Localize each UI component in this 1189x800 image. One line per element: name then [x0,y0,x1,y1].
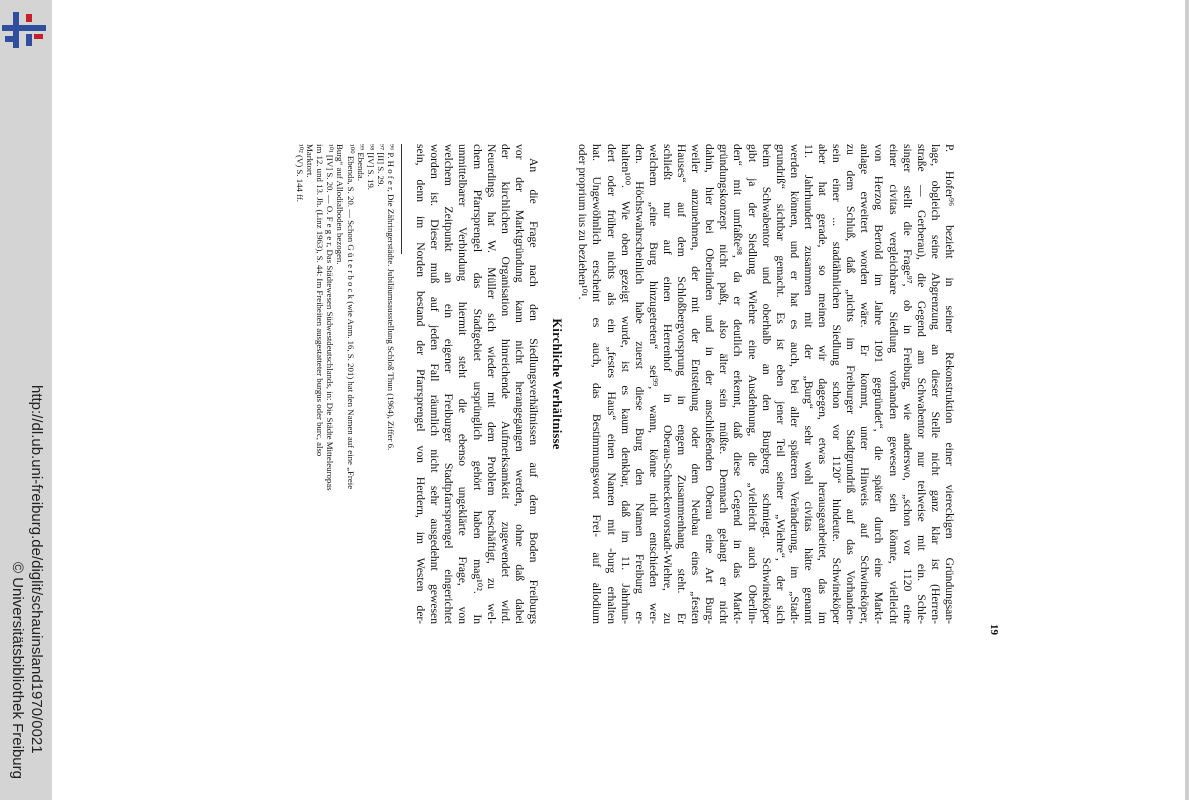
scrollbar-track[interactable] [1185,0,1189,800]
text-line: gründungskonzept nicht paßt, also älter sein müßte. Demnach gelangt er nicht [717,144,731,624]
text-line: vor der Marktgründung kann nicht herangegangen werden, ohne daß dabei [512,144,526,624]
text-line: Neuerdings hat W. Müller sich wieder mit dem Problem beschäftigt, zu wel- [484,144,498,624]
text-line: gibt ja der Siedlung Wiehre eine Ausdehnung, die „vielleicht auch Oberlin- [745,144,759,624]
text-line: schließt nur auf einen Herrenhof in Oberau-Schneckenvorstadt-Wiehre, zu [661,144,674,624]
page-number: 19 [988,624,1000,635]
footnote-line: ¹⁰⁰ Ebenda, S. 20. — Schon G ü t e r b o c k (wie Anm. 16, S. 201) hat den Namen auf eine „Freie [345,144,356,490]
footnote-line: ⁹⁷ [II] S. 29. [375,144,386,187]
text-line: dahin, hier bei Oberlinden und in der anschließenden Oberau eine Art Burg- [703,144,717,624]
text-line: worden ist. Dieser muß auf jeden Fall räumlich nicht sehr ausgedehnt gewesen [428,144,442,624]
text-line: sein einer ... stadtähnlichen Siedlung schon vor 1120“ hindeute. Schwineköper [830,144,844,624]
text-line: weiler anzunehmen, der mit der Entstehung oder dem Neubau eines „festen [689,144,703,624]
text-line: singer stellt die Frage⁹⁷, ob in Freiburg, wie anderswo, „schon vor 1120 eine [900,144,914,624]
sidebar [0,0,52,800]
text-line: aber hat gerade, so meinen wir dagegen, etwas herausgearbeitet, das im [816,144,830,624]
text-line: Hauses“ auf dem Schloßbergvorsprung in engem Zusammenhang steht. Er [675,144,689,624]
footnote-line: Marktort. [305,144,316,178]
footnote-line: Burg“ auf Allodialboden bezogen. [335,144,346,265]
text-line: 11. Jahrhundert zusammen mit der „Burg“ sehr wohl civitas hätte genannt [802,144,815,624]
text-line: von Herzog Bertold im Jahre 1091 gegründet“, die später durch eine Markt- [872,144,886,624]
text-line: halten¹⁰⁰. Wie oben gezeigt wurde, ist es kaum denkbar, daß im 11. Jahrhun- [618,144,632,624]
text-line: welchem „eine Burg hinzugetreten“ sei⁹⁹, wann, könne nicht entschieden wer- [646,144,660,624]
footnote-line: im 12. und 13. Jh. (Linz 1963), S. 44: Im Freiheiten ausgestatteter burgus oder burc, also [315,144,326,457]
footnote-line: ⁹⁸ [IV] S. 19. [365,144,376,190]
section-heading: Kirchliche Verhältnisse [550,318,564,450]
text-line: chem Pfarrsprengel das Stadtgebiet ursprünglich gehört haben mag¹⁰². In [470,144,484,624]
text-line: hat. Ungewöhnlich erscheint es auch, das Bestimmungswort Frei- auf allodium [590,144,604,624]
footnote-divider [401,144,402,254]
footnote-line: ¹⁰¹ [IV] S. 20. — O. F e g e r, Das Städtewesen Südwestdeutschlands, in: Die Städte Mitteleuropas [325,144,336,491]
text-line: oder proprium ius zu beziehen¹⁰¹. [576,144,590,300]
text-line: den“ mit umfaßte⁹⁸, da er deutlich erkennt, daß diese Gegend in das Markt- [731,144,745,624]
text-line: beim Schwabentor und oberhalb an den Burgberg schmiegt. Schwineköper [759,144,773,624]
footnote-line: ⁹⁶ P. H o f e r, Die Zähringerstädte. Jubiläumsausstellung Schloß Thun (1964), Ziffer 6. [386,144,396,451]
text-line: grundriß“ sichtbar gemacht. Es ist eben jener Teil seiner „Wiehre“, der sich [773,144,787,624]
text-line: einer civitas vergleichbare Siedlung vorhanden gewesen sein könnte, vielleicht [886,144,900,624]
text-line: anlage erweitert worden wäre. Er kommt, unter Hinweis auf Schwineköper, [858,144,872,624]
source-url-link[interactable]: http://dl.ub.uni-freiburg.de/diglit/schauinsland1970/0021 [28,385,45,754]
text-line: lage, obgleich seine Abgrenzung an dieser Stelle nicht ganz klar ist (Herren- [928,144,942,624]
text-line: sein, denn im Norden bestand der Pfarrsprengel von Herdern, im Westen der- [414,144,428,624]
text-line: der kirchlichen Organisation hinreichende Aufmerksamkeit zugewendet wird. [498,144,512,624]
text-line: dert oder früher nichts als ein „festes Haus“ einen Namen mit -burg erhalten [604,144,618,624]
text-line: welchem Zeitpunkt an ein eigener Freiburger Stadtpfarrsprengel eingerichtet [442,144,456,624]
document-page [280,144,1000,784]
footnote-line: ⁹⁹ Ebenda. [355,144,366,181]
footnote-line: ¹⁰² (V) S. 144 ff. [295,144,306,202]
text-line: werden können, und er hat es auch, bei aller späteren Veränderung, im „Stadt- [787,144,801,624]
text-line: An die Frage nach den Siedlungsverhältnissen auf dem Boden Freiburgs [527,158,540,624]
text-line: zu dem Schluß, daß „nichts im Freiburger Stadtgrundriß auf das Vorhanden- [844,144,858,624]
text-line: straße — Gerberau), die Gegend am Schwabentor nur teilweise mit ein. Schle- [914,144,928,624]
text-line: den. Höchstwahrscheinlich habe zuerst diese Burg den Namen Freiburg er- [632,144,646,624]
text-line: unmittelbarer Verbindung hiermit steht die ebenso ungeklärte Frage, von [456,144,470,624]
text-line: P. Hofer⁹⁶ bezieht in seiner Rekonstruktion einer viereckigen Gründungsan- [943,144,956,624]
copyright-notice: © Universitätsbibliothek Freiburg [9,562,26,779]
university-logo-icon [2,8,46,52]
